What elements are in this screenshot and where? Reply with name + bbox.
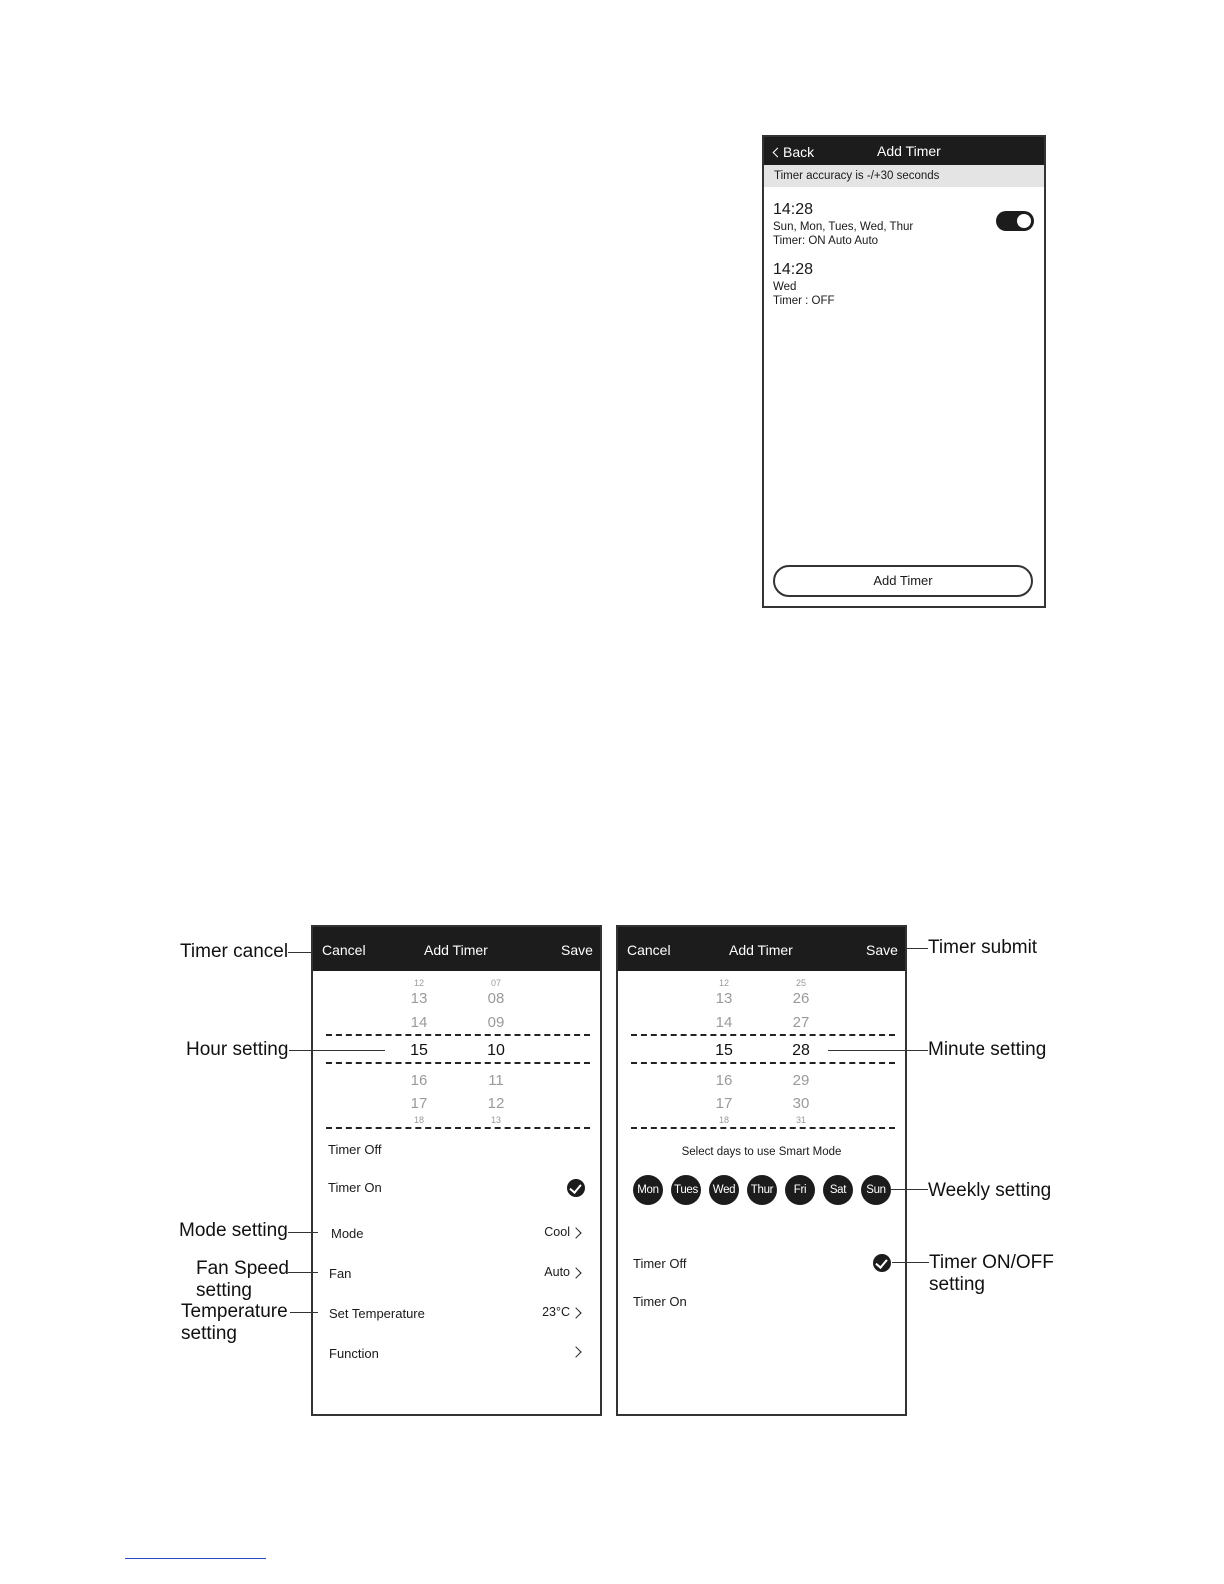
timer-days: Wed xyxy=(773,281,797,293)
minute-option: 08 xyxy=(487,990,505,1007)
timer-detail: Timer : OFF xyxy=(773,295,835,307)
timer-on-screen xyxy=(311,925,602,1416)
chevron-right-icon xyxy=(570,1307,581,1318)
picker-divider xyxy=(631,1127,895,1129)
header-bar xyxy=(764,137,1044,165)
day-sat[interactable]: Sat xyxy=(823,1175,853,1205)
hour-option: 18 xyxy=(718,1116,729,1123)
minute-option: 27 xyxy=(792,1014,810,1031)
callout-line xyxy=(892,1262,929,1263)
screen-title: Add Timer xyxy=(424,942,488,958)
check-icon xyxy=(567,1179,585,1197)
timer-list-screen xyxy=(762,135,1046,608)
function-label: Function xyxy=(329,1346,379,1361)
check-icon xyxy=(873,1254,891,1272)
callout-temperature-line2: setting xyxy=(181,1323,237,1344)
minute-option: 09 xyxy=(487,1014,505,1031)
minute-option: 26 xyxy=(792,990,810,1007)
fan-value: Auto xyxy=(544,1265,570,1279)
mode-label: Mode xyxy=(331,1226,364,1241)
timer-on-option[interactable]: Timer On xyxy=(328,1180,382,1195)
day-tues[interactable]: Tues xyxy=(671,1175,701,1205)
hour-option: 18 xyxy=(413,1116,424,1123)
hour-option: 12 xyxy=(718,979,729,986)
chevron-right-icon xyxy=(570,1267,581,1278)
selected-hour: 15 xyxy=(715,1042,733,1059)
callout-minute-setting: Minute setting xyxy=(928,1039,1047,1060)
callout-line xyxy=(290,1312,318,1313)
chevron-right-icon xyxy=(570,1346,581,1357)
hour-option: 12 xyxy=(413,979,424,986)
accuracy-note: Timer accuracy is -/+30 seconds xyxy=(764,165,1044,187)
minute-option: 29 xyxy=(792,1072,810,1089)
hour-option: 17 xyxy=(715,1095,733,1112)
cancel-button[interactable]: Cancel xyxy=(322,942,366,958)
hour-option: 14 xyxy=(410,1014,428,1031)
fan-label: Fan xyxy=(329,1266,352,1281)
picker-divider xyxy=(326,1127,590,1129)
callout-timer-submit: Timer submit xyxy=(928,937,1038,958)
header-bar xyxy=(313,927,600,971)
minute-option: 25 xyxy=(795,979,806,986)
timer-days: Sun, Mon, Tues, Wed, Thur xyxy=(773,221,914,233)
timer-toggle[interactable] xyxy=(996,211,1034,231)
selected-minute: 28 xyxy=(792,1042,810,1059)
timer-off-option[interactable]: Timer Off xyxy=(328,1142,382,1157)
day-wed[interactable]: Wed xyxy=(709,1175,739,1205)
save-button[interactable]: Save xyxy=(866,942,898,958)
footer-link-underline xyxy=(125,1558,266,1559)
callout-temperature-line1: Temperature xyxy=(181,1301,288,1322)
minute-option: 11 xyxy=(488,1072,504,1089)
callout-mode-setting: Mode setting xyxy=(179,1220,288,1241)
callout-fan-speed-line1: Fan Speed xyxy=(196,1258,289,1279)
hour-option: 13 xyxy=(715,990,733,1007)
save-button[interactable]: Save xyxy=(561,942,593,958)
callout-hour-setting: Hour setting xyxy=(186,1039,289,1060)
back-label: Back xyxy=(783,144,815,160)
callout-line xyxy=(289,1050,385,1051)
callout-line xyxy=(288,952,313,953)
chevron-right-icon xyxy=(570,1227,581,1238)
minute-option: 07 xyxy=(490,979,501,986)
selected-hour: 15 xyxy=(410,1042,428,1059)
callout-line xyxy=(288,1272,318,1273)
chevron-left-icon xyxy=(773,148,783,158)
days-caption: Select days to use Smart Mode xyxy=(681,1146,842,1158)
timer-time: 14:28 xyxy=(773,261,814,278)
mode-value: Cool xyxy=(544,1225,570,1239)
callout-fan-speed xyxy=(196,1258,289,1302)
toggle-knob xyxy=(1017,214,1031,228)
callout-line xyxy=(906,948,928,949)
callout-weekly-setting: Weekly setting xyxy=(928,1180,1052,1201)
callout-line xyxy=(828,1050,928,1051)
hour-option: 16 xyxy=(715,1072,733,1089)
selection-divider xyxy=(631,1062,895,1064)
back-button[interactable] xyxy=(774,144,815,160)
timer-off-screen xyxy=(616,925,907,1416)
callout-fan-speed-line2: setting xyxy=(196,1280,252,1301)
callout-timer-cancel: Timer cancel xyxy=(180,941,289,962)
day-fri[interactable]: Fri xyxy=(785,1175,815,1205)
callout-timer-onoff xyxy=(929,1252,1054,1296)
add-timer-button[interactable]: Add Timer xyxy=(773,565,1033,597)
callout-line xyxy=(288,1232,318,1233)
callout-timer-onoff-line2: setting xyxy=(929,1274,985,1295)
selection-divider xyxy=(326,1062,590,1064)
screen-title: Add Timer xyxy=(729,942,793,958)
screen-title: Add Timer xyxy=(877,143,941,159)
minute-option: 31 xyxy=(795,1116,806,1123)
temperature-value: 23°C xyxy=(542,1305,570,1319)
minute-option: 30 xyxy=(792,1095,810,1112)
selected-minute: 10 xyxy=(487,1042,505,1059)
header-bar xyxy=(618,927,905,971)
selection-divider xyxy=(631,1034,895,1036)
callout-line xyxy=(890,1189,928,1190)
cancel-button[interactable]: Cancel xyxy=(627,942,671,958)
callout-temperature xyxy=(181,1301,288,1345)
temperature-label: Set Temperature xyxy=(329,1306,425,1321)
hour-option: 17 xyxy=(410,1095,428,1112)
hour-option: 14 xyxy=(715,1014,733,1031)
selection-divider xyxy=(326,1034,590,1036)
minute-option: 12 xyxy=(487,1095,505,1112)
timer-on-option[interactable]: Timer On xyxy=(633,1294,687,1309)
day-mon[interactable]: Mon xyxy=(633,1175,663,1205)
hour-option: 16 xyxy=(410,1072,428,1089)
day-sun[interactable]: Sun xyxy=(861,1175,891,1205)
timer-time: 14:28 xyxy=(773,201,814,218)
minute-option: 13 xyxy=(490,1116,501,1123)
hour-option: 13 xyxy=(410,990,428,1007)
day-thur[interactable]: Thur xyxy=(747,1175,777,1205)
timer-detail: Timer: ON Auto Auto xyxy=(773,235,879,247)
timer-off-option[interactable]: Timer Off xyxy=(633,1256,687,1271)
callout-timer-onoff-line1: Timer ON/OFF xyxy=(929,1252,1054,1273)
